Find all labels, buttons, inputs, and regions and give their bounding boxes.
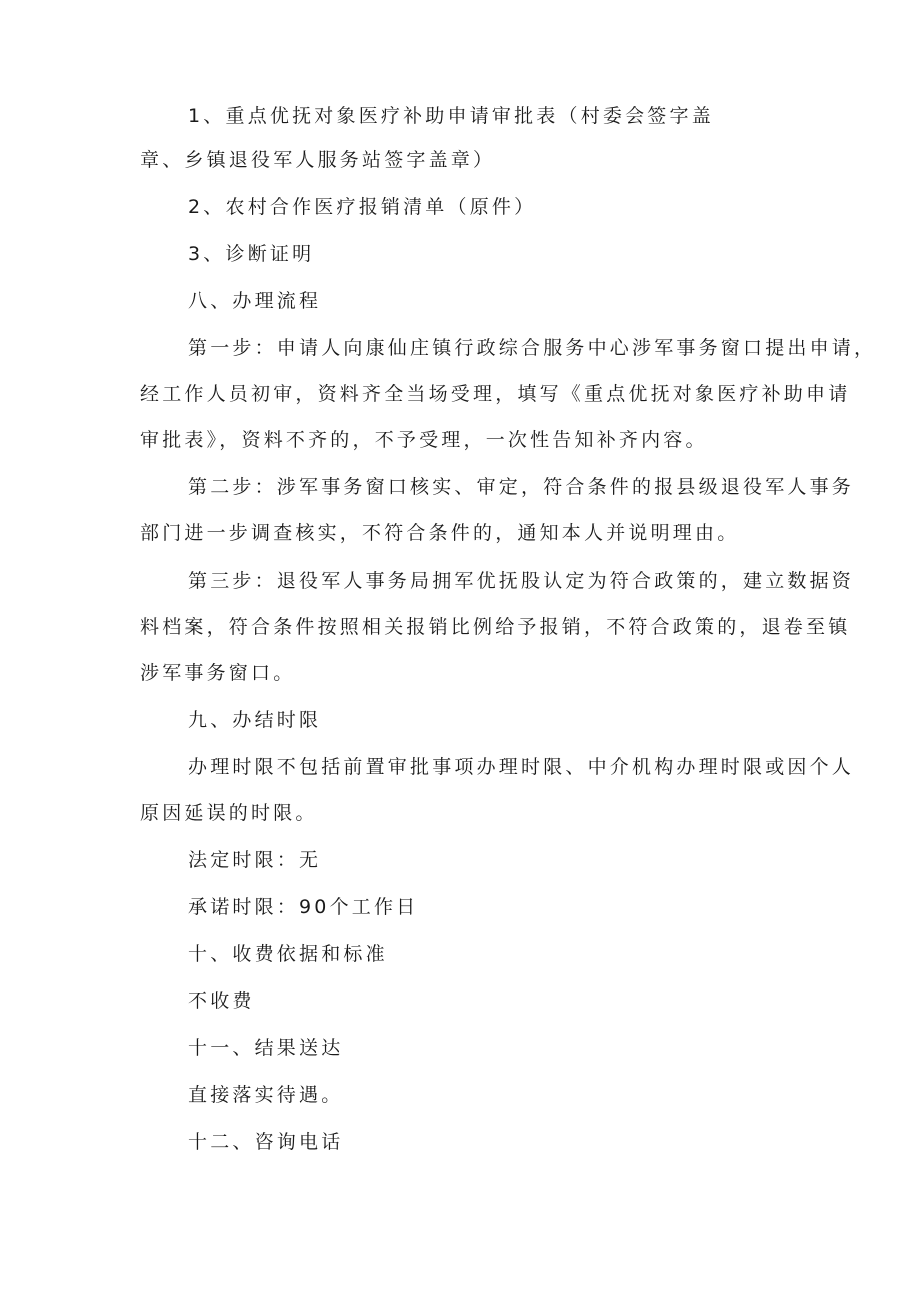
step-1-line-1: 第一步：申请人向康仙庄镇行政综合服务中心涉军事务窗口提出申请，	[188, 337, 877, 359]
section-12-heading: 十二、咨询电话	[188, 1131, 344, 1153]
time-limit-note-2: 原因延误的时限。	[140, 802, 318, 824]
time-limit-note-1: 办理时限不包括前置审批事项办理时限、中介机构办理时限或因个人	[188, 756, 855, 778]
step-1-line-3: 审批表》，资料不齐的，不予受理，一次性告知补齐内容。	[140, 429, 708, 451]
step-2-line-1: 第二步：涉军事务窗口核实、审定，符合条件的报县级退役军人事务	[188, 476, 855, 498]
item-1-line-2: 章、乡镇退役军人服务站签字盖章）	[140, 149, 496, 171]
step-2-line-2: 部门进一步调查核实，不符合条件的，通知本人并说明理由。	[140, 522, 740, 544]
promised-time-limit: 承诺时限：90个工作日	[188, 896, 419, 918]
item-2: 2、农村合作医疗报销清单（原件）	[188, 196, 537, 218]
legal-time-limit: 法定时限：无	[188, 849, 322, 871]
section-8-heading: 八、办理流程	[188, 290, 322, 312]
step-3-line-2: 料档案，符合条件按照相关报销比例给予报销，不符合政策的，退卷至镇	[140, 616, 851, 638]
item-3: 3、诊断证明	[188, 243, 315, 265]
section-11-heading: 十一、结果送达	[188, 1037, 344, 1059]
step-1-line-2: 经工作人员初审，资料齐全当场受理，填写《重点优抚对象医疗补助申请	[140, 383, 851, 405]
fee-statement: 不收费	[188, 990, 255, 1012]
step-3-line-3: 涉军事务窗口。	[140, 662, 296, 684]
step-3-line-1: 第三步：退役军人事务局拥军优抚股认定为符合政策的，建立数据资	[188, 570, 855, 592]
section-10-heading: 十、收费依据和标准	[188, 943, 388, 965]
item-1-line-1: 1、重点优抚对象医疗补助申请审批表（村委会签字盖	[188, 105, 714, 127]
section-9-heading: 九、办结时限	[188, 709, 322, 731]
result-delivery-text: 直接落实待遇。	[188, 1084, 344, 1106]
